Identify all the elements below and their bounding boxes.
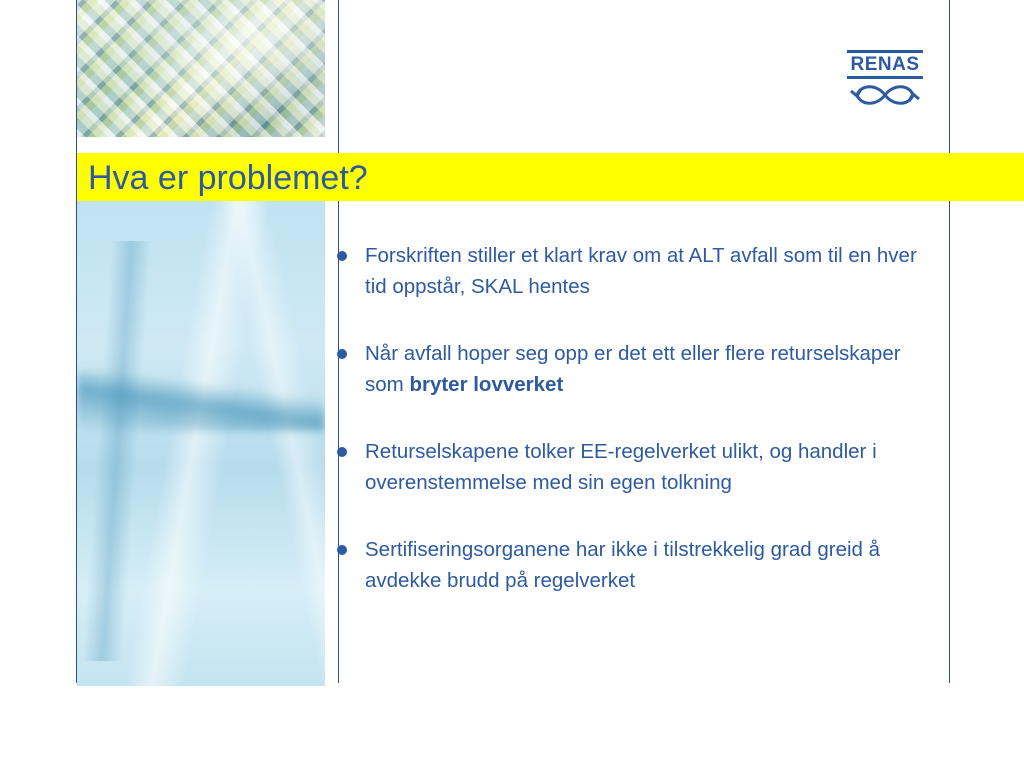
bullet-item	[334, 240, 944, 302]
infinity-arrows-icon	[849, 82, 921, 108]
logo-top-bar	[847, 50, 923, 53]
bullet-dot-icon	[337, 251, 347, 261]
renas-logo	[843, 50, 927, 110]
logo-bottom-bar	[847, 76, 923, 79]
right-border-line	[949, 0, 950, 683]
bullet-item	[334, 338, 944, 400]
bullet-dot-icon	[337, 447, 347, 457]
bullet-text: Når avfall hoper seg opp er det ett eller flere returselskaper som	[365, 342, 901, 396]
slide-title: Hva er problemet?	[88, 159, 368, 197]
bullet-dot-icon	[337, 545, 347, 555]
ice-blue-side-image	[77, 201, 325, 686]
bullet-bold-text: bryter lovverket	[409, 373, 564, 396]
logo-text: RENAS	[850, 54, 920, 75]
bullet-text: Sertifiseringsorganene har ikke i tilstrekkelig grad greid å avdekke brudd på regelverket	[365, 538, 881, 592]
crystal-glass-image	[77, 0, 325, 137]
image-streak-vertical	[82, 241, 151, 661]
bullet-item	[334, 436, 944, 498]
bullet-text: Forskriften stiller et klart krav om at ALT avfall som til en hver tid oppstår, SKAL hentes	[365, 244, 917, 298]
bullet-dot-icon	[337, 349, 347, 359]
bullet-list	[334, 240, 944, 632]
bullet-text: Returselskapene tolker EE-regelverket ulikt, og handler i overenstemmelse med sin egen tolkning	[365, 440, 877, 494]
bullet-item	[334, 534, 944, 596]
